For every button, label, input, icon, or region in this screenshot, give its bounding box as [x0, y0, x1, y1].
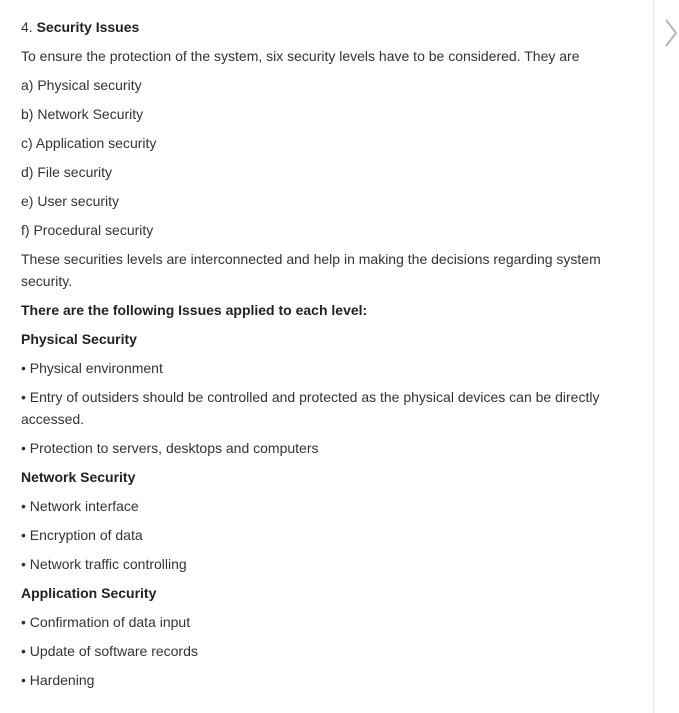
list-item: • Physical environment: [21, 360, 163, 376]
issues-heading: There are the following Issues applied to each level:: [21, 302, 368, 318]
security-level-item: a) Physical security: [21, 77, 142, 93]
list-item: • Protection to servers, desktops and computers: [21, 440, 319, 456]
summary-paragraph: These securities levels are interconnected and help in making the decisions regarding system security.: [21, 251, 601, 289]
vertical-divider: [653, 0, 654, 713]
security-level-item: e) User security: [21, 193, 120, 209]
section-title: [21, 16, 636, 38]
section-number: 4.: [21, 19, 33, 35]
list-item: • Network interface: [21, 498, 139, 514]
chevron-right-icon: [662, 16, 679, 50]
section-title-text: Security Issues: [36, 19, 140, 35]
network-security-heading: Network Security: [21, 469, 136, 485]
list-item: • Confirmation of data input: [21, 614, 191, 630]
list-item: • Hardening: [21, 672, 95, 688]
list-item: • Network traffic controlling: [21, 556, 187, 572]
next-page-button[interactable]: [662, 16, 679, 50]
security-level-item: b) Network Security: [21, 106, 144, 122]
list-item: • Entry of outsiders should be controlled and protected as the physical devices can be directly accessed.: [21, 389, 600, 427]
security-level-item: f) Procedural security: [21, 222, 154, 238]
list-item: • Encryption of data: [21, 527, 143, 543]
article-content: [21, 16, 636, 698]
physical-security-heading: Physical Security: [21, 331, 137, 347]
security-level-item: d) File security: [21, 164, 113, 180]
security-level-item: c) Application security: [21, 135, 157, 151]
application-security-heading: Application Security: [21, 585, 157, 601]
intro-paragraph: To ensure the protection of the system, six security levels have to be considered. They are: [21, 48, 580, 64]
list-item: • Update of software records: [21, 643, 198, 659]
